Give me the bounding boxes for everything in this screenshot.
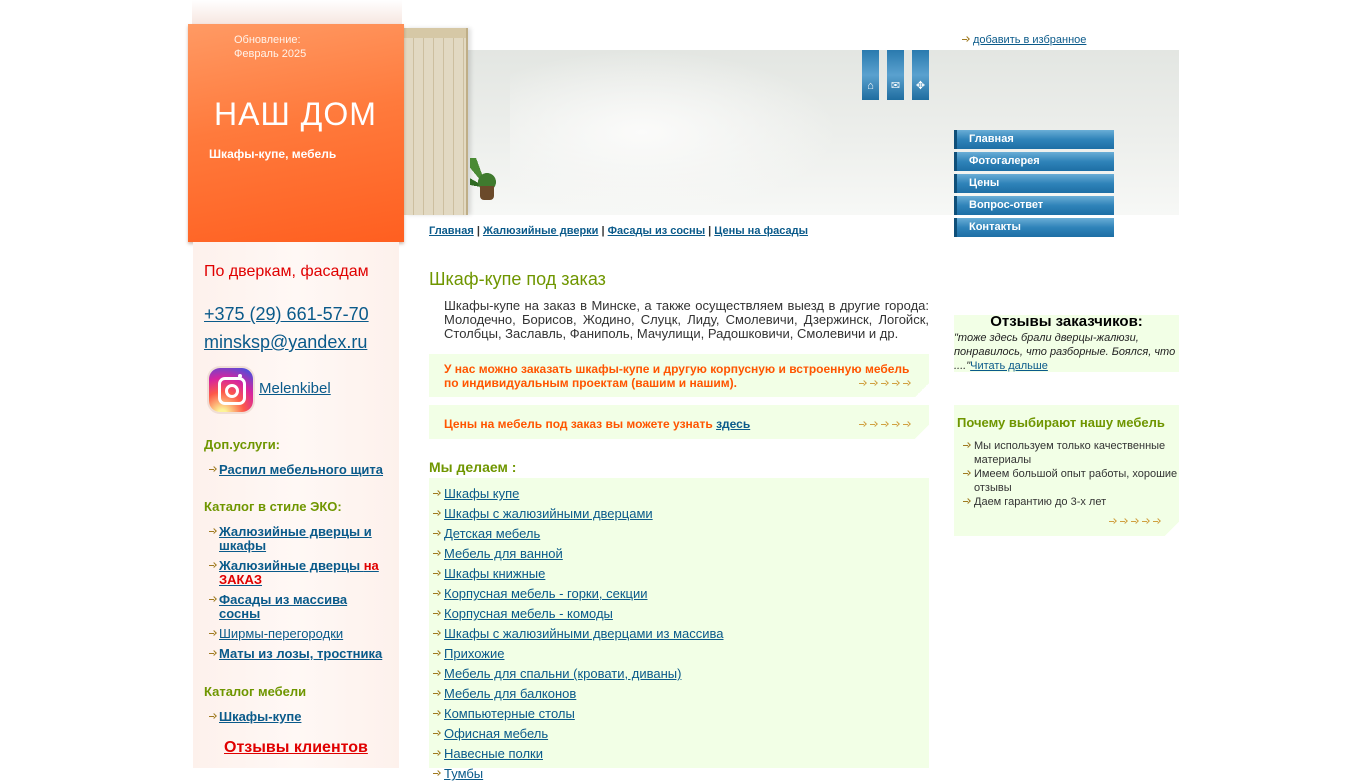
prices-here-link[interactable]: здесь	[716, 417, 751, 431]
why-item: Даем гарантию до 3-х лет	[974, 496, 1107, 508]
list-item	[433, 604, 724, 624]
furniture-catalog-heading: Каталог мебели	[204, 684, 307, 699]
instagram-link[interactable]: Melenkibel	[259, 380, 331, 397]
breadcrumb-louver-doors[interactable]: Жалюзийные дверки	[482, 225, 599, 237]
list-item	[433, 584, 724, 604]
service-link[interactable]: Шкафы книжные	[444, 566, 546, 581]
list-item	[209, 710, 384, 724]
add-favorite-link[interactable]: добавить в избранное	[973, 34, 1087, 46]
box-corner	[915, 425, 929, 439]
promo-arrows	[859, 421, 914, 429]
service-link[interactable]: Корпусная мебель - горки, секции	[444, 586, 648, 601]
louver-order-text: Жалюзийные дверцы	[219, 558, 364, 573]
promo-arrows	[859, 380, 914, 388]
arrow-icon	[209, 630, 217, 638]
box-corner	[1165, 522, 1179, 536]
update-label: Обновление:	[234, 34, 301, 46]
arrow-icon	[433, 570, 441, 578]
home-icon: ⌂	[867, 80, 874, 92]
extra-services-list	[209, 463, 384, 483]
eco-catalog-list	[209, 525, 384, 667]
nav-item-contacts[interactable]: Контакты	[954, 218, 1114, 237]
service-link[interactable]: Шкафы купе	[444, 486, 520, 501]
promo-prices-label: Цены на мебель под заказ вы можете узнать	[444, 417, 717, 431]
arrow-icon	[433, 730, 441, 738]
arrow-icon	[433, 630, 441, 638]
arrow-icon	[209, 466, 217, 474]
instagram-icon-dot	[238, 374, 242, 378]
nav-item-gallery[interactable]: Фотогалерея	[954, 152, 1114, 171]
breadcrumb-separator: |	[601, 225, 605, 237]
reviews-heading: Отзывы заказчиков:	[990, 313, 1143, 330]
door-frame	[404, 28, 466, 38]
arrow-icon	[209, 650, 217, 658]
phone-link[interactable]: +375 (29) 661-57-70	[204, 304, 369, 324]
logo-top-shadow	[192, 0, 402, 26]
nav-item-faq[interactable]: Вопрос-ответ	[954, 196, 1114, 215]
page-title: Шкаф-купе под заказ	[429, 269, 606, 289]
arrow-icon	[433, 530, 441, 538]
nav-item-prices[interactable]: Цены	[954, 174, 1114, 193]
intro-text: Шкафы-купе на заказ в Минске, а также осуществляем выезд в другие города: Молодечно, Борисов, Жодино, Слуцк, Лиду, Смолевичи, Дзержинск, Логойск, Столбцы, Заславль, Фаниполь, Мачулищи, Радошковичи, Смолевичи и др.	[444, 298, 929, 341]
arrow-icon	[963, 498, 971, 506]
arrow-icon	[433, 770, 441, 778]
breadcrumb-pine-facades[interactable]: Фасады из сосны	[607, 225, 706, 237]
list-item	[963, 467, 1179, 495]
arrow-icon	[433, 590, 441, 598]
arrow-icon	[433, 510, 441, 518]
mail-button[interactable]	[887, 50, 904, 100]
review-text: "тоже здесь брали дверцы-жалюзи, понравилось, что разборные. Боялся, что ...."	[954, 332, 1176, 372]
extra-services-heading: Доп.услуги:	[204, 437, 281, 452]
site-tagline: Шкафы-купе, мебель	[209, 147, 337, 161]
read-more-link[interactable]: Читать дальше	[970, 360, 1048, 372]
list-item	[433, 484, 724, 504]
breadcrumb-separator: |	[708, 225, 712, 237]
breadcrumb-separator: |	[476, 225, 480, 237]
list-item	[433, 644, 724, 664]
service-link[interactable]: Мебель для балконов	[444, 686, 577, 701]
service-link[interactable]: Тумбы	[444, 766, 484, 781]
sidebar-link-cutting[interactable]: Распил мебельного щита	[219, 462, 384, 477]
promo-box-prices	[429, 405, 929, 439]
list-item	[433, 744, 724, 764]
plant-illustration	[470, 158, 504, 188]
home-button[interactable]	[862, 50, 879, 100]
list-item	[433, 524, 724, 544]
promo-prices-text	[444, 417, 750, 431]
louver-order-highlight: на ЗАКАЗ	[219, 558, 379, 587]
service-link[interactable]: Мебель для спальни (кровати, диваны)	[444, 666, 682, 681]
service-link[interactable]: Прихожие	[444, 646, 505, 661]
list-item	[433, 764, 724, 784]
add-favorite	[962, 34, 1086, 46]
list-item	[209, 647, 384, 661]
plant-pot	[480, 186, 494, 200]
promo-custom-text: У нас можно заказать шкафы-купе и другую корпусную и встроенную мебель по индивидуальным проектам (вашим и нашим).	[444, 362, 910, 390]
arrow-icon	[209, 713, 217, 721]
list-item	[209, 559, 384, 587]
breadcrumb	[429, 225, 808, 237]
arrow-icon	[962, 36, 970, 44]
why-us-heading: Почему выбирают нашу мебель	[957, 415, 1165, 430]
list-item	[209, 525, 384, 553]
sitemap-button[interactable]	[912, 50, 929, 100]
contact-title: По дверкам, фасадам	[204, 263, 369, 280]
header-highlight	[510, 50, 840, 215]
breadcrumb-home[interactable]: Главная	[429, 225, 474, 237]
sidebar-link-louver-order[interactable]	[219, 558, 379, 587]
email-link[interactable]: minsksp@yandex.ru	[204, 332, 368, 352]
breadcrumb-facade-prices[interactable]: Цены на фасады	[714, 225, 808, 237]
list-item	[433, 664, 724, 684]
why-us-list	[963, 439, 1179, 509]
service-link[interactable]: Детская мебель	[444, 526, 541, 541]
why-arrows	[1109, 518, 1164, 526]
services-heading: Мы делаем :	[429, 459, 517, 475]
list-item	[963, 495, 1179, 509]
sidebar-link-pine-facades[interactable]: Фасады из массива сосны	[219, 592, 348, 621]
service-link[interactable]: Шкафы с жалюзийными дверцами	[444, 506, 653, 521]
service-link[interactable]: Шкафы с жалюзийными дверцами из массива	[444, 626, 724, 641]
service-link[interactable]: Навесные полки	[444, 746, 543, 761]
arrow-icon	[433, 550, 441, 558]
mail-icon: ✉	[890, 80, 901, 92]
list-item	[433, 504, 724, 524]
service-link[interactable]: Мебель для ванной	[444, 546, 563, 561]
nav-item-home[interactable]: Главная	[954, 130, 1114, 149]
review-quote	[954, 331, 1179, 373]
list-item	[433, 564, 724, 584]
sidebar-link-screens[interactable]: Ширмы-перегородки	[219, 626, 344, 641]
furniture-catalog-list	[209, 710, 384, 730]
update-info	[234, 33, 306, 61]
list-item	[209, 463, 384, 477]
arrow-icon	[433, 610, 441, 618]
arrow-icon	[433, 490, 441, 498]
sidebar-link-mats[interactable]: Маты из лозы, тростника	[219, 646, 383, 661]
why-item: Мы используем только качественные материалы	[974, 440, 1166, 466]
sidebar-link-louver-doors[interactable]: Жалюзийные дверцы и шкафы	[219, 524, 372, 553]
arrow-icon	[209, 528, 217, 536]
list-item	[433, 684, 724, 704]
eco-catalog-heading: Каталог в стиле ЭКО:	[204, 499, 342, 514]
arrow-icon	[963, 470, 971, 478]
service-link[interactable]: Корпусная мебель - комоды	[444, 606, 613, 621]
update-date: Февраль 2025	[234, 48, 307, 60]
arrow-icon	[209, 596, 217, 604]
arrow-icon	[433, 670, 441, 678]
arrow-icon	[433, 690, 441, 698]
why-item: Имеем большой опыт работы, хорошие отзывы	[974, 468, 1178, 494]
list-item	[433, 544, 724, 564]
instagram-icon[interactable]	[209, 368, 253, 412]
service-link[interactable]: Компьютерные столы	[444, 706, 575, 721]
list-item	[963, 439, 1179, 467]
arrow-icon	[433, 750, 441, 758]
list-item	[433, 724, 724, 744]
door-illustration	[404, 28, 468, 215]
client-reviews-link[interactable]: Отзывы клиентов	[224, 739, 368, 756]
sidebar-link-wardrobes[interactable]: Шкафы-купе	[219, 709, 302, 724]
arrow-icon	[433, 710, 441, 718]
services-list	[433, 484, 724, 784]
list-item	[433, 704, 724, 724]
list-item	[209, 593, 384, 621]
sitemap-icon: ✥	[915, 80, 926, 92]
site-logo[interactable]: НАШ ДОМ	[214, 96, 377, 132]
arrow-icon	[209, 562, 217, 570]
list-item	[433, 624, 724, 644]
arrow-icon	[963, 442, 971, 450]
arrow-icon	[433, 650, 441, 658]
list-item	[209, 627, 384, 641]
box-corner	[915, 383, 929, 397]
promo-box-custom	[429, 354, 929, 397]
service-link[interactable]: Офисная мебель	[444, 726, 549, 741]
